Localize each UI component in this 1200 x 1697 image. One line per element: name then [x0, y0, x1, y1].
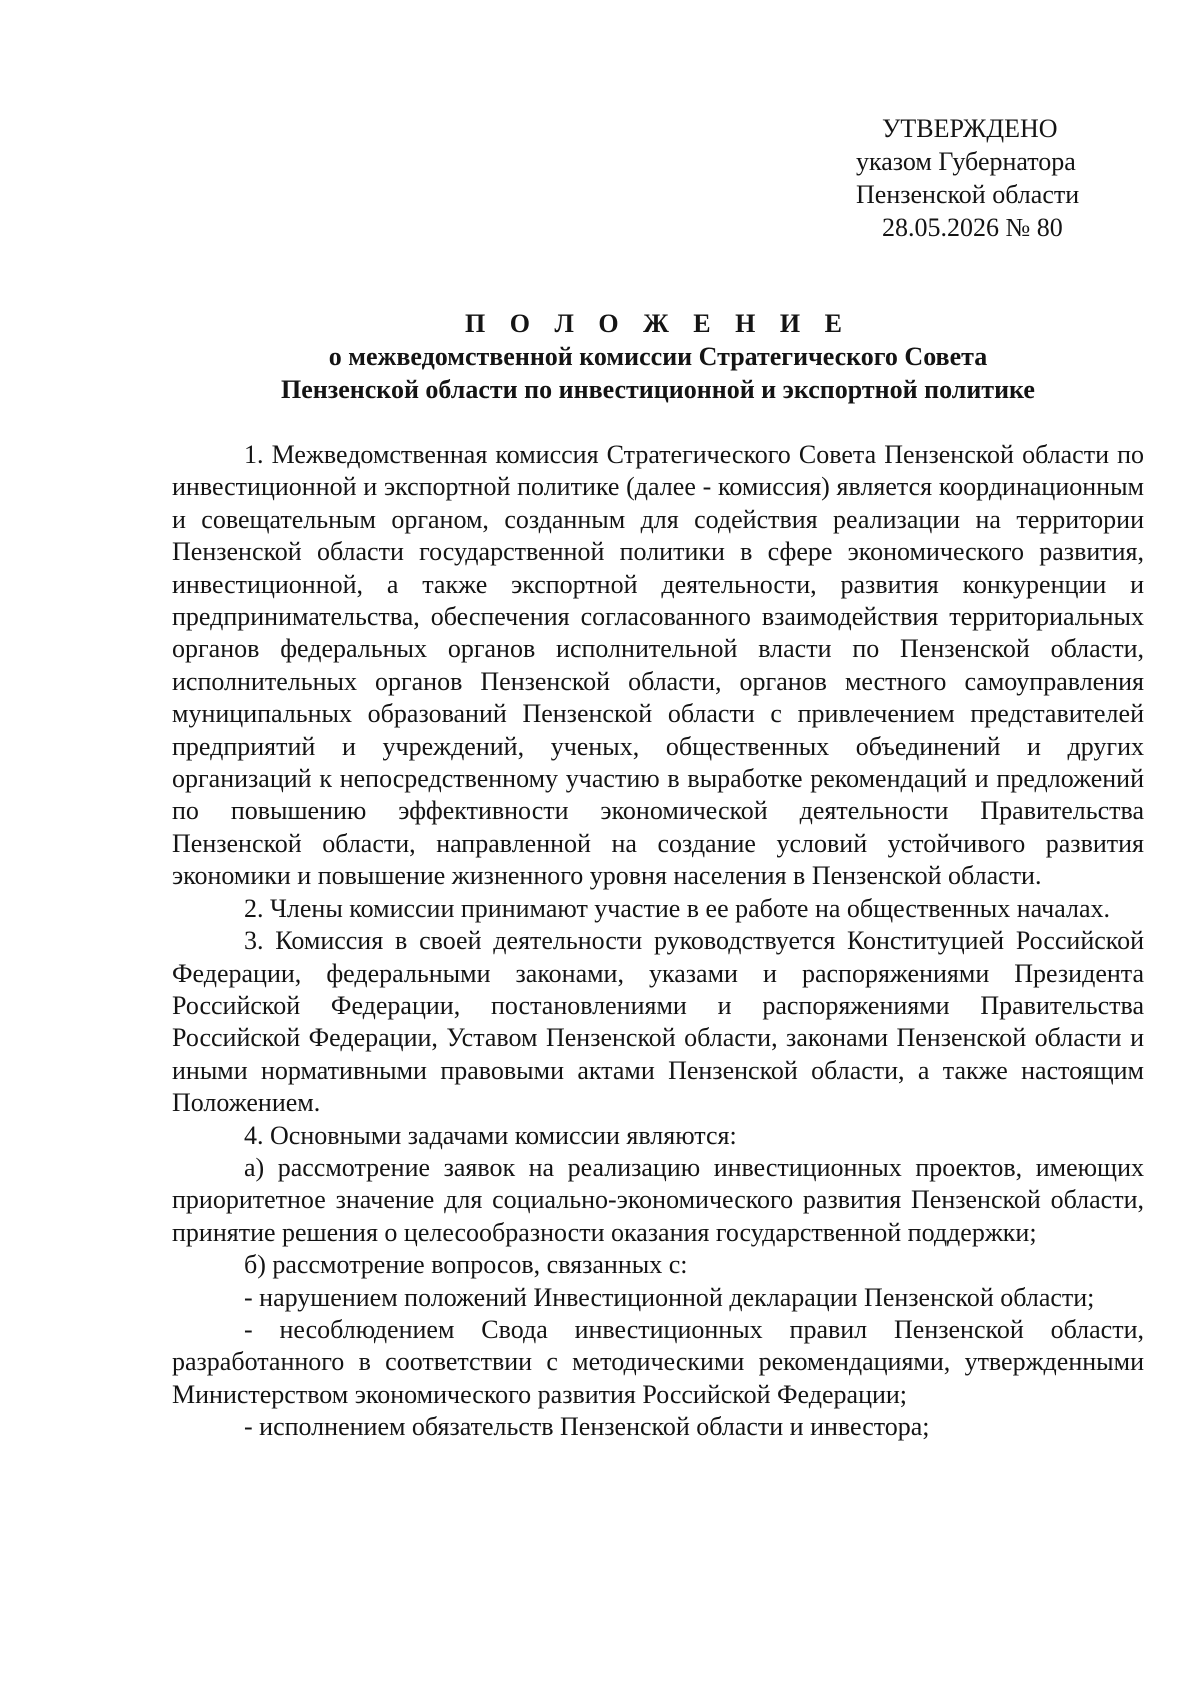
paragraph-1: 1. Межведомственная комиссия Стратегического Совета Пензенской области по инвестиционной и экспортной политике (далее - комиссия) является координационным и совещательным органом, созданным для содействия реализации на территории Пензенской области государственной политики в сфере экономического развития, инвестиционной, а также экспортной деятельности, развития конкуренции и предпринимательства, обеспечения согласованного взаимодействия территориальных органов федеральных органов исполнительной власти по Пензенской области, исполнительных органов Пензенской области, органов местного самоуправления муниципальных образований Пензенской области с привлечением представителей предприятий и учреждений, ученых, общественных объединений и других организаций к непосредственному участию в выработке рекомендаций и предложений по повышению эффективности экономической деятельности Правительства Пензенской области, направленной на создание условий устойчивого развития экономики и повышение жизненного уровня населения в Пензенской области. — [172, 440, 1144, 891]
paragraph-4b: б) рассмотрение вопросов, связанных с: — [244, 1250, 688, 1280]
list-item-declaration: - нарушением положений Инвестиционной декларации Пензенской области; — [244, 1282, 1095, 1312]
approval-stamp — [856, 112, 1106, 244]
document-body — [172, 439, 1144, 1444]
approval-heading: УТВЕРЖДЕНО — [882, 114, 1058, 143]
document-subtitle-line-2: Пензенской области по инвестиционной и экспортной политике — [281, 375, 1035, 404]
approval-decree: указом Губернатора — [856, 147, 1076, 176]
paragraph-4: 4. Основными задачами комиссии являются: — [244, 1120, 737, 1150]
paragraph-4a: а) рассмотрение заявок на реализацию инвестиционных проектов, имеющих приоритетное значение для социально-экономического развития Пензенской области, принятие решения о целесообразности оказания государственной поддержки; — [172, 1152, 1144, 1247]
approval-date-number: 28.05.2026 № 80 — [882, 213, 1063, 242]
list-item-obligations: - исполнением обязательств Пензенской области и инвестора; — [244, 1412, 930, 1442]
document-type: П О Л О Ж Е Н И Е — [465, 309, 851, 338]
approval-region: Пензенской области — [856, 180, 1080, 209]
paragraph-2: 2. Члены комиссии принимают участие в ее работе на общественных началах. — [244, 893, 1110, 923]
document-title — [172, 307, 1144, 406]
document-subtitle-line-1: о межведомственной комиссии Стратегического Совета — [328, 342, 988, 371]
paragraph-3: 3. Комиссия в своей деятельности руководствуется Конституцией Российской Федерации, федеральными законами, указами и распоряжениями Президента Российской Федерации, постановлениями и распоряжениями Правительства Российской Федерации, Уставом Пензенской области, законами Пензенской области и иными нормативными правовыми актами Пензенской области, а также настоящим Положением. — [172, 926, 1144, 1118]
list-item-rules: - несоблюдением Свода инвестиционных правил Пензенской области, разработанного в соответствии с методическими рекомендациями, утвержденными Министерством экономического развития Российской Федерации; — [172, 1314, 1144, 1409]
